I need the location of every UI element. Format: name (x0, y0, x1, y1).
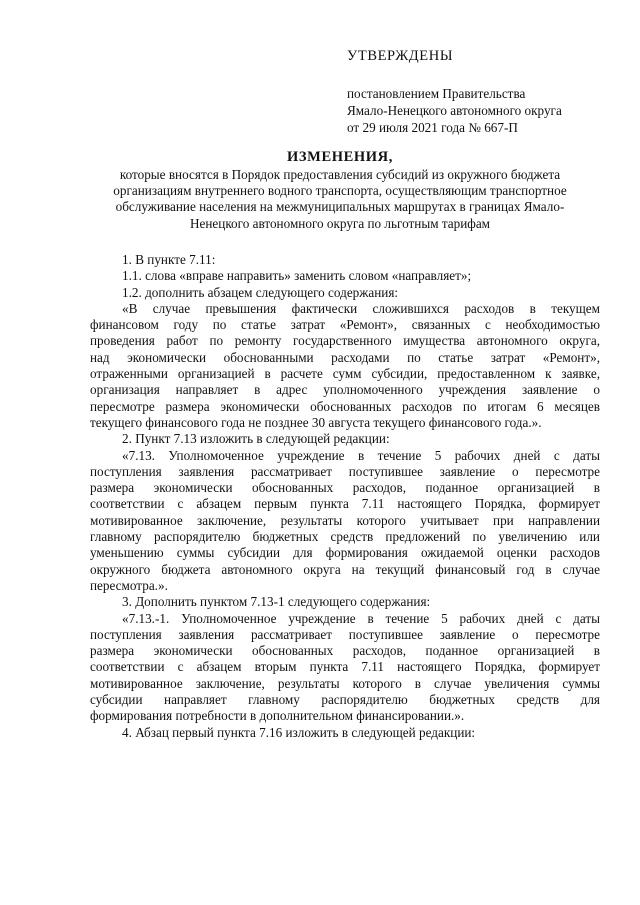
item-1-1: 1.1. слова «вправе направить» заменить словом «направляет»; (122, 268, 472, 284)
approval-heading: УТВЕРЖДЕНЫ (347, 48, 454, 64)
quote-line: формирования потребности в дополнительном финансировании.». (90, 708, 465, 724)
quote-line: текущего финансового года не позднее 30 августа текущего финансового года.». (90, 414, 542, 430)
document-subtitle (80, 167, 600, 232)
subtitle-line: обслуживание населения на межмуниципальных маршрутах в границах Ямало- (115, 199, 565, 215)
item-1: 1. В пункте 7.11: (122, 252, 216, 267)
approval-line: постановлением Правительства (347, 86, 526, 101)
item-2: 2. Пункт 7.13 изложить в следующей редакции: (122, 431, 390, 447)
quote-line: размера экономически обоснованных расходов, поданное организацией в (90, 480, 600, 496)
subtitle-line: организациям внутреннего водного транспорта, осуществляющим транспортное (113, 183, 567, 199)
quote-paragraph-3 (90, 611, 600, 725)
quote-line: мотивированное заключение, результаты которого учитывает при направлении (90, 512, 600, 528)
quote-line: пересмотре размера экономически обоснованных расходов по итогам 6 месяцев (90, 398, 600, 414)
document-body (90, 252, 600, 741)
quote-paragraph-1 (90, 301, 600, 431)
approval-line: от 29 июля 2021 года № 667-П (347, 119, 518, 135)
item-4: 4. Абзац первый пункта 7.16 изложить в следующей редакции: (122, 724, 476, 740)
quote-line: финансовом году по статье затрат «Ремонт», связанных с необходимостью (90, 317, 600, 333)
quote-line: поступления заявления рассматривает поступившее заявление о пересмотре (90, 626, 600, 642)
quote-line: субсидии направляет главному распорядителю бюджетных средств для (90, 692, 600, 708)
quote-line: над экономически обоснованными расходами по статье затрат «Ремонт», (90, 349, 600, 365)
approval-line: Ямало-Ненецкого автономного округа (347, 102, 562, 118)
quote-line: размера экономически обоснованных расходов, поданное организацией в (90, 643, 600, 659)
quote-paragraph-2 (90, 448, 600, 595)
quote-line: «7.13.-1. Уполномоченное учреждение в течение 5 рабочих дней с даты (122, 610, 600, 626)
quote-line: пересмотра.». (90, 577, 168, 593)
quote-line: соответствии с абзацем первым пункта 7.11 настоящего Порядка, формирует (90, 496, 600, 512)
quote-line: главному распорядителю бюджетных средств предложений по увеличению или (90, 529, 600, 545)
quote-line: уменьшению суммы субсидии для формирования ожидаемой оценки расходов (90, 545, 600, 561)
quote-line: поступления заявления рассматривает поступившее заявление о пересмотре (90, 463, 600, 479)
quote-line: отраженными организацией в расчете сумм субсидии, предоставленном к заявке, (90, 366, 600, 382)
quote-line: мотивированное заключение, результаты которого в случае увеличения суммы (90, 675, 600, 691)
quote-line: организация направляет в адрес уполномоченного учреждения заявление о (90, 382, 600, 398)
quote-line: соответствии с абзацем вторым пункта 7.11 настоящего Порядка, формирует (90, 659, 600, 675)
item-1-2: 1.2. дополнить абзацем следующего содержания: (122, 284, 399, 300)
subtitle-line: которые вносятся в Порядок предоставления субсидий из окружного бюджета (119, 167, 561, 182)
document-title: ИЗМЕНЕНИЯ, (287, 149, 393, 165)
document-title-block (80, 148, 600, 232)
subtitle-line: Ненецкого автономного округа по льготным тарифам (189, 215, 491, 231)
quote-line: «В случае превышения фактически сложившихся расходов в текущем (122, 300, 600, 316)
approval-stamp (347, 48, 627, 136)
item-3: 3. Дополнить пунктом 7.13-1 следующего содержания: (122, 594, 431, 610)
quote-line: проведения работ по ремонту государственного имущества автономного округа, (90, 333, 600, 349)
quote-line: окружного бюджета автономного округа на текущий финансовый год в случае (90, 561, 600, 577)
quote-line: «7.13. Уполномоченное учреждение в течение 5 рабочих дней с даты (122, 447, 600, 463)
